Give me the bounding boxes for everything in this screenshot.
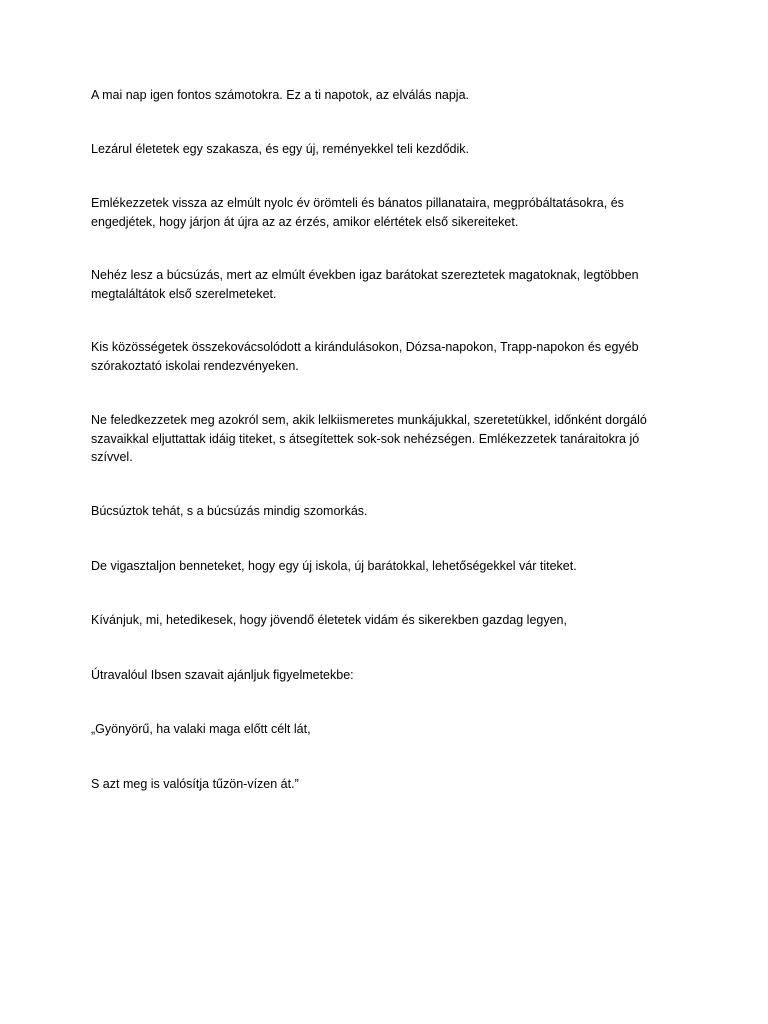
paragraph-9: Kívánjuk, mi, hetedikesek, hogy jövendő életetek vidám és sikerekben gazdag legyen, [91,613,567,627]
paragraph-2: Lezárul életetek egy szakasza, és egy új, reményekkel teli kezdődik. [91,142,469,156]
paragraph-1: A mai nap igen fontos számotokra. Ez a ti napotok, az elválás napja. [91,88,469,102]
quote-line-2: S azt meg is valósítja tűzön-vízen át.” [91,777,299,791]
paragraph-4: Nehéz lesz a búcsúzás, mert az elmúlt években igaz barátokat szereztetek magatoknak, legtöbben megtaláltátok első szerelmeteket. [91,268,639,301]
paragraph-5: Kis közösségetek összekovácsolódott a kirándulásokon, Dózsa-napokon, Trapp-napokon és egyéb szórakoztató iskolai rendezvényeken. [91,340,639,373]
paragraph-8: De vigasztaljon benneteket, hogy egy új iskola, új barátokkal, lehetőségekkel vár titeket. [91,559,577,573]
paragraph-10: Útravalóul Ibsen szavait ajánljuk figyelmetekbe: [91,668,354,682]
paragraph-7: Búcsúztok tehát, s a búcsúzás mindig szomorkás. [91,504,368,518]
paragraph-6: Ne feledkezzetek meg azokról sem, akik lelkiismeretes munkájukkal, szeretetükkel, időnként dorgáló szavaikkal eljuttattak idáig titeket, s átsegítettek sok-sok nehézségen. Emlékezzetek tanáraitokra jó szívvel. [91,413,647,464]
quote-line-1: „Gyönyörű, ha valaki maga előtt célt lát, [91,722,311,736]
paragraph-3: Emlékezzetek vissza az elmúlt nyolc év örömteli és bánatos pillanataira, megpróbáltatásokra, és engedjétek, hogy járjon át újra az az érzés, amikor elértétek első sikereiteket. [91,196,624,229]
